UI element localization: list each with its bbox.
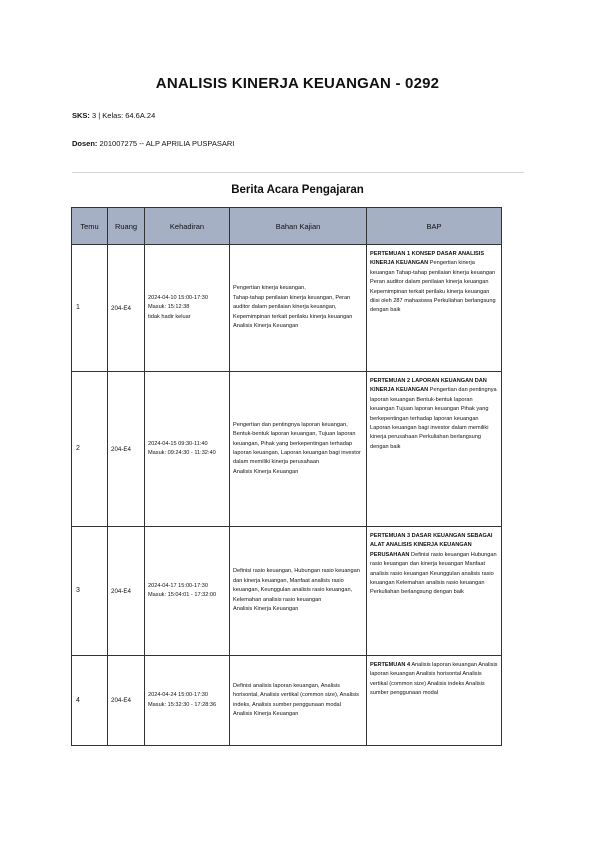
- cell-ruang: 204-E4: [108, 245, 145, 372]
- cell-bahan-kajian: Definisi rasio keuangan, Hubungan rasio keuangan dan kinerja keuangan, Manfaat analisis rasio keuangan, Keunggulan analisis rasio keuangan, Kelemahan analisis rasio keuangan Analisis Kinerja Keuangan: [230, 527, 367, 656]
- cell-bap: [367, 527, 502, 656]
- page-title: ANALISIS KINERJA KEUANGAN - 0292: [155, 75, 440, 92]
- cell-bap: [367, 656, 502, 746]
- bap-body: Definisi rasio keuangan Hubungan rasio keuangan dan kinerja keuangan Manfaat analisis rasio keuangan Keunggulan analisis rasio keuangan Kelemahan analisis rasio keuangan Perkuliahan berlangsung dengan baik: [370, 551, 497, 596]
- bap-title: PERTEMUAN 2 LAPORAN KEUANGAN DAN KINERJA KEUANGAN: [370, 378, 487, 394]
- cell-kehadiran: 2024-04-17 15:00-17:30 Masuk: 15:04:01 - 17:32:00: [145, 527, 230, 656]
- divider: [72, 172, 524, 173]
- cell-kehadiran: 2024-04-10 15:00-17:30 Masuk: 15:12:38 tidak hadir keluar: [145, 245, 230, 372]
- col-header-bahan-kajian: Bahan Kajian: [230, 208, 367, 245]
- bap-title: PERTEMUAN 1 KONSEP DASAR ANALISIS KINERJA KEUANGAN: [370, 251, 485, 267]
- col-header-temu: Temu: [72, 208, 108, 245]
- bap-body: Pengertian dan pentingnya laporan keuangan Bentuk-bentuk laporan keuangan Tujuan laporan keuangan Pihak yang berkepentingan terhadap laporan keuangan Laporan keuangan bagi investor dalam memiliki kinerja perusahaan Perkuliahan berlangsung dengan baik: [370, 387, 497, 450]
- cell-ruang: 204-E4: [108, 527, 145, 656]
- table-row: [72, 527, 502, 656]
- cell-bap: [367, 245, 502, 372]
- section-title: Berita Acara Pengajaran: [231, 184, 364, 196]
- cell-ruang: 204-E4: [108, 656, 145, 746]
- cell-bahan-kajian: Pengertian dan pentingnya laporan keuangan, Bentuk-bentuk laporan keuangan, Tujuan laporan keuangan, Pihak yang berkepentingan terhadap laporan keuangan, Laporan keuangan bagi investor dalam memiliki kinerja perusahaan Analisis Kinerja Keuangan: [230, 372, 367, 527]
- lecturer-info: [72, 139, 234, 148]
- col-header-bap: BAP: [367, 208, 502, 245]
- cell-bahan-kajian: Pengertian kinerja keuangan, Tahap-tahap penilaian kinerja keuangan, Peran auditor dalam penilaian kinerja keuangan, Kepemimpinan terkait perilaku kinerja keuangan Analisis Kinerja Keuangan: [230, 245, 367, 372]
- table-row: [72, 245, 502, 372]
- cell-temu: 2: [72, 372, 108, 527]
- bap-body: Pengertian kinerja keuangan Tahap-tahap penilaian kinerja keuangan Peran auditor dalam penilaian kinerja keuangan Kepemimpinan terkait perilaku kinerja keuangan diisi oleh 287 mahasiswa Perkuliahan berlangsung dengan baik: [370, 260, 496, 314]
- col-header-ruang: Ruang: [108, 208, 145, 245]
- dosen-value: 201007275 -- ALP APRILIA PUSPASARI: [99, 139, 235, 148]
- sks-class-value: 3 | Kelas: 64.6A.24: [92, 111, 156, 120]
- teaching-report-table: [71, 207, 502, 746]
- cell-temu: 3: [72, 527, 108, 656]
- cell-bap: [367, 372, 502, 527]
- sks-label: SKS:: [72, 111, 90, 120]
- table-row: [72, 656, 502, 746]
- table-header-row: [72, 208, 502, 245]
- course-info: [72, 111, 155, 120]
- col-header-kehadiran: Kehadiran: [145, 208, 230, 245]
- cell-ruang: 204-E4: [108, 372, 145, 527]
- cell-temu: 1: [72, 245, 108, 372]
- cell-temu: 4: [72, 656, 108, 746]
- bap-title: PERTEMUAN 3 DASAR KEUANGAN SEBAGAI ALAT ANALISIS KINERJA KEUANGAN PERUSAHAAN: [370, 533, 493, 558]
- bap-body: Analisis laporan keuangan Analisis laporan keuangan Analisis horisontal Analisis vertikal (common size) Analisis indeks Analisis sumber penggunaan modal: [370, 662, 498, 697]
- cell-kehadiran: 2024-04-15 09:30-11:40 Masuk: 09:24:30 - 11:32:40: [145, 372, 230, 527]
- bap-title: PERTEMUAN 4: [370, 662, 411, 668]
- table-row: [72, 372, 502, 527]
- dosen-label: Dosen:: [72, 139, 98, 148]
- cell-kehadiran: 2024-04-24 15:00-17:30 Masuk: 15:32:30 - 17:28:36: [145, 656, 230, 746]
- cell-bahan-kajian: Definisi analisis laporan keuangan, Analisis horisontal, Analisis vertikal (common size), Analisis indeks, Analisis sumber penggunaan modal Analisis Kinerja Keuangan: [230, 656, 367, 746]
